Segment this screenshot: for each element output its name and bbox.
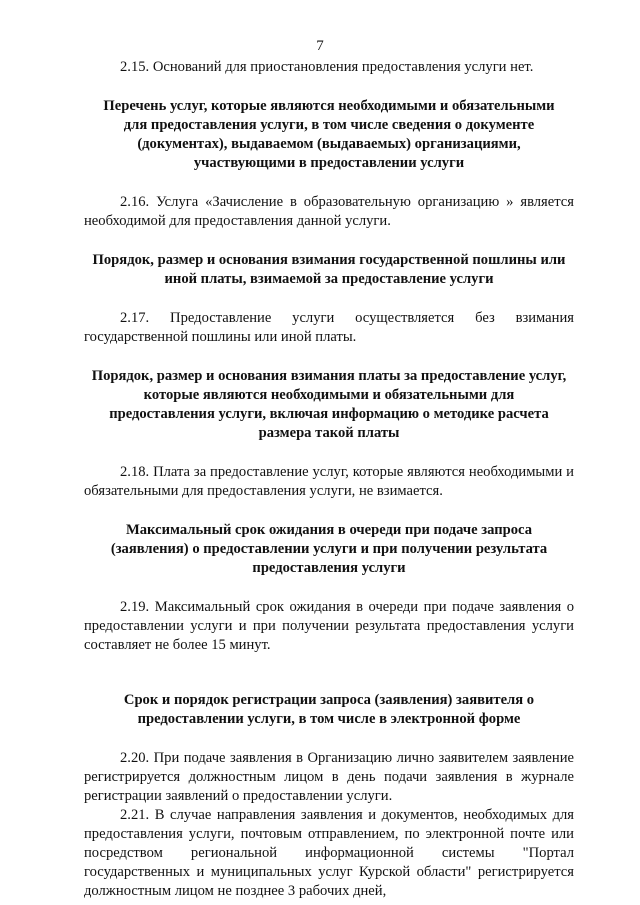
document-body bbox=[84, 58, 574, 901]
heading-fee-for-required-services: Порядок, размер и основания взимания платы за предоставление услуг, которые являются необходимыми и обязательными для предоставления услуги, включая информацию о методике расчета размера такой платы bbox=[91, 368, 567, 441]
paragraph-2-19: 2.19. Максимальный срок ожидания в очереди при подаче заявления о предоставлении услуги и при получении результата предоставления услуги составляет не более 15 минут. bbox=[84, 599, 574, 653]
paragraph-2-15: 2.15. Оснований для приостановления предоставления услуги нет. bbox=[120, 59, 534, 75]
paragraph-2-20: 2.20. При подаче заявления в Организацию лично заявителем заявление регистрируется должностным лицом в день подачи заявления в журнале регистрации заявлений о предоставлении услуги. bbox=[84, 750, 574, 804]
page-number: 7 bbox=[316, 38, 324, 54]
heading-required-services: Перечень услуг, которые являются необходимыми и обязательными для предоставления услуги, в том числе сведения о документе (документах), выдаваемом (выдаваемых) организациями, участвующими в предоставлении услуги bbox=[103, 98, 555, 171]
paragraph-2-17: 2.17. Предоставление услуги осуществляется без взимания государственной пошлины или иной платы. bbox=[84, 310, 574, 345]
paragraph-2-18: 2.18. Плата за предоставление услуг, которые являются необходимыми и обязательными для предоставления услуги, не взимается. bbox=[84, 464, 574, 499]
heading-max-waiting-time: Максимальный срок ожидания в очереди при подаче запроса (заявления) о предоставлении услуги и при получении результата предоставления услуги bbox=[110, 522, 548, 576]
paragraph-2-16: 2.16. Услуга «Зачисление в образовательную организацию » является необходимой для предоставления данной услуги. bbox=[84, 194, 574, 229]
heading-registration-procedure: Срок и порядок регистрации запроса (заявления) заявителя о предоставлении услуги, в том числе в электронной форме bbox=[123, 692, 535, 727]
heading-state-fee: Порядок, размер и основания взимания государственной пошлины или иной платы, взимаемой за предоставление услуги bbox=[92, 252, 566, 287]
paragraph-2-21: 2.21. В случае направления заявления и документов, необходимых для предоставления услуги, почтовым отправлением, по электронной почте или посредством региональной информационной системы "Портал государственных и муниципальных услуг Курской области" регистрируется должностным лицом не позднее 3 рабочих дней, bbox=[84, 807, 574, 899]
